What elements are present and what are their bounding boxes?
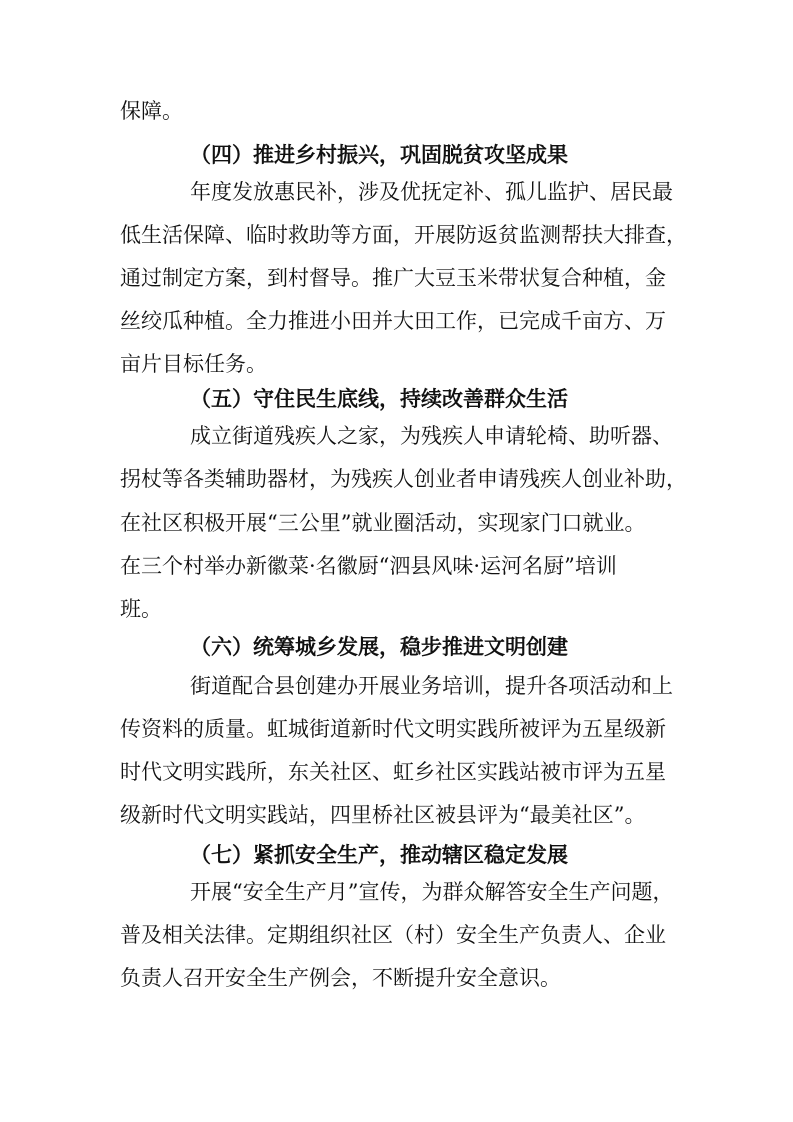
text-line: 传资料的质量。虹城街道新时代文明实践所被评为五星级新	[120, 717, 666, 741]
text-line: 亩片目标任务。	[120, 352, 267, 376]
text-line: 丝绞瓜种植。全力推进小田并大田工作，已完成千亩方、万	[120, 309, 666, 333]
text-line: 级新时代文明实践站，四里桥社区被县评为“最美社区”。	[120, 803, 646, 827]
text-line: 普及相关法律。定期组织社区（村）安全生产负责人、企业	[120, 923, 666, 947]
text-line: 拐杖等各类辅助器材，为残疾人创业者申请残疾人创业补助，	[120, 467, 687, 491]
section-heading: （四）推进乡村振兴，巩固脱贫攻坚成果	[190, 143, 568, 167]
text-line: 班。	[120, 597, 162, 621]
text-line: 街道配合县创建办开展业务培训，提升各项活动和上	[190, 674, 673, 698]
section-heading: （五）守住民生底线，持续改善群众生活	[190, 387, 568, 411]
text-line: 在三个村举办新徽菜·名徽厨“泗县风味·运河名厨”培训	[120, 554, 617, 578]
text-line: 时代文明实践所，东关社区、虹乡社区实践站被市评为五星	[120, 760, 666, 784]
text-line: 通过制定方案，到村督导。推广大豆玉米带状复合种植，金	[120, 266, 666, 290]
text-line: 在社区积极开展“三公里”就业圈活动，实现家门口就业。	[120, 511, 646, 535]
text-line: 年度发放惠民补，涉及优抚定补、孤儿监护、居民最	[190, 180, 673, 204]
text-line: 负责人召开安全生产例会，不断提升安全意识。	[120, 966, 561, 990]
text-line: 保障。	[120, 99, 183, 123]
section-heading: （七）紧抓安全生产，推动辖区稳定发展	[190, 843, 568, 867]
text-line: 开展“安全生产月”宣传，为群众解答安全生产问题，	[190, 880, 674, 904]
section-heading: （六）统筹城乡发展，稳步推进文明创建	[190, 635, 568, 659]
text-line: 低生活保障、临时救助等方面，开展防返贫监测帮扶大排查，	[120, 223, 687, 247]
text-line: 成立街道残疾人之家，为残疾人申请轮椅、助听器、	[190, 424, 673, 448]
